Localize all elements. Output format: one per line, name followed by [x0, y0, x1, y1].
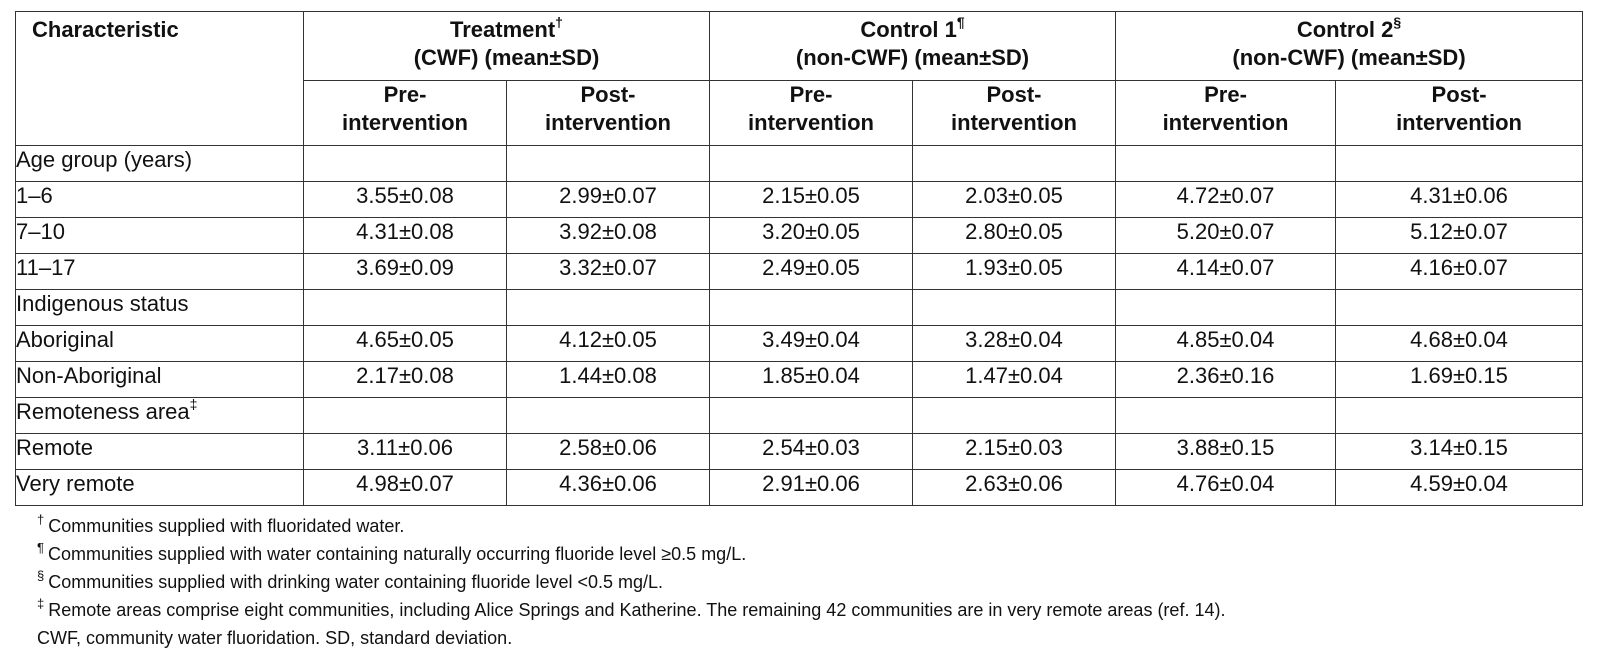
- footnote-text: Communities supplied with fluoridated water.: [48, 516, 405, 536]
- empty-cell: [304, 146, 507, 182]
- value-cell: 5.12±0.07: [1336, 218, 1583, 254]
- header-row-groups: [16, 12, 1583, 81]
- value-cell: 3.55±0.08: [304, 182, 507, 218]
- group-subtitle: (non-CWF) (mean±SD): [795, 45, 1030, 70]
- value-cell: 2.54±0.03: [710, 434, 913, 470]
- value-cell: 3.32±0.07: [507, 254, 710, 290]
- post-intervention-header: Post- intervention: [1336, 81, 1583, 146]
- pre-intervention-header: Pre- intervention: [710, 81, 913, 146]
- empty-cell: [304, 290, 507, 326]
- pre-intervention-header: Pre- intervention: [1116, 81, 1336, 146]
- table-row: [16, 470, 1583, 506]
- row-label: Aboriginal: [16, 326, 304, 362]
- data-table: [15, 11, 1583, 506]
- section-label-text: Indigenous status: [16, 291, 189, 316]
- group-title: Treatment: [450, 17, 556, 42]
- value-cell: 2.91±0.06: [710, 470, 913, 506]
- empty-cell: [913, 398, 1116, 434]
- table-row: [16, 182, 1583, 218]
- value-cell: 4.65±0.05: [304, 326, 507, 362]
- value-cell: 2.99±0.07: [507, 182, 710, 218]
- group-header-control-2: [1116, 12, 1583, 81]
- empty-cell: [1116, 290, 1336, 326]
- group-header-control-1: [710, 12, 1116, 81]
- post-intervention-header: Post- intervention: [507, 81, 710, 146]
- value-cell: 4.12±0.05: [507, 326, 710, 362]
- value-cell: 4.31±0.06: [1336, 182, 1583, 218]
- value-cell: 2.58±0.06: [507, 434, 710, 470]
- value-cell: 3.11±0.06: [304, 434, 507, 470]
- empty-cell: [710, 290, 913, 326]
- footnote-mark: ¶: [956, 13, 965, 30]
- value-cell: 2.36±0.16: [1116, 362, 1336, 398]
- value-cell: 1.85±0.04: [710, 362, 913, 398]
- footnote: [37, 512, 1225, 540]
- value-cell: 2.49±0.05: [710, 254, 913, 290]
- value-cell: 5.20±0.07: [1116, 218, 1336, 254]
- empty-cell: [710, 398, 913, 434]
- value-cell: 3.28±0.04: [913, 326, 1116, 362]
- table-row: [16, 218, 1583, 254]
- empty-cell: [710, 146, 913, 182]
- value-cell: 1.69±0.15: [1336, 362, 1583, 398]
- section-label: [16, 146, 304, 182]
- value-cell: 2.80±0.05: [913, 218, 1116, 254]
- empty-cell: [1116, 146, 1336, 182]
- group-subtitle: (non-CWF) (mean±SD): [1232, 45, 1466, 70]
- section-row: [16, 290, 1583, 326]
- value-cell: 4.14±0.07: [1116, 254, 1336, 290]
- characteristic-header: Characteristic: [16, 12, 304, 146]
- footnote-mark: ¶: [37, 540, 44, 555]
- footnote-mark: †: [37, 512, 45, 527]
- row-label: Remote: [16, 434, 304, 470]
- value-cell: 3.14±0.15: [1336, 434, 1583, 470]
- footnote-mark: ‡: [37, 596, 45, 611]
- row-label: 7–10: [16, 218, 304, 254]
- empty-cell: [913, 290, 1116, 326]
- value-cell: 3.88±0.15: [1116, 434, 1336, 470]
- section-label-text: Remoteness area: [16, 399, 190, 424]
- value-cell: 4.16±0.07: [1336, 254, 1583, 290]
- empty-cell: [507, 290, 710, 326]
- footnote-text: Remote areas comprise eight communities, including Alice Springs and Katherine. The remaining 42 communities are in very remote areas (ref. 14).: [48, 600, 1226, 620]
- empty-cell: [1336, 398, 1583, 434]
- value-cell: 2.15±0.05: [710, 182, 913, 218]
- section-row: [16, 398, 1583, 434]
- value-cell: 4.76±0.04: [1116, 470, 1336, 506]
- value-cell: 2.63±0.06: [913, 470, 1116, 506]
- footnote: [37, 624, 1225, 652]
- row-label: Non-Aboriginal: [16, 362, 304, 398]
- empty-cell: [507, 146, 710, 182]
- pre-intervention-header: Pre- intervention: [304, 81, 507, 146]
- footnote-text: Communities supplied with water containing naturally occurring fluoride level ≥0.5 mg/L.: [47, 544, 747, 564]
- table-row: [16, 362, 1583, 398]
- footnote-mark: ‡: [189, 395, 198, 412]
- footnote: [37, 596, 1225, 624]
- empty-cell: [1336, 290, 1583, 326]
- value-cell: 3.92±0.08: [507, 218, 710, 254]
- table-row: [16, 254, 1583, 290]
- value-cell: 4.72±0.07: [1116, 182, 1336, 218]
- value-cell: 4.36±0.06: [507, 470, 710, 506]
- group-header-treatment: [304, 12, 710, 81]
- footnote-text: CWF, community water fluoridation. SD, standard deviation.: [37, 628, 513, 648]
- section-label: [16, 290, 304, 326]
- empty-cell: [913, 146, 1116, 182]
- empty-cell: [304, 398, 507, 434]
- section-label-text: Age group (years): [16, 147, 193, 172]
- value-cell: 2.03±0.05: [913, 182, 1116, 218]
- row-label: Very remote: [16, 470, 304, 506]
- group-subtitle: (CWF) (mean±SD): [413, 45, 600, 70]
- section-row: [16, 146, 1583, 182]
- value-cell: 3.69±0.09: [304, 254, 507, 290]
- value-cell: 4.68±0.04: [1336, 326, 1583, 362]
- value-cell: 1.44±0.08: [507, 362, 710, 398]
- empty-cell: [1336, 146, 1583, 182]
- empty-cell: [1116, 398, 1336, 434]
- table-row: [16, 326, 1583, 362]
- table-row: [16, 434, 1583, 470]
- footnote-mark: §: [1393, 13, 1402, 30]
- value-cell: 1.93±0.05: [913, 254, 1116, 290]
- footnotes: [37, 512, 1225, 652]
- value-cell: 4.31±0.08: [304, 218, 507, 254]
- row-label: 11–17: [16, 254, 304, 290]
- footnote-mark: §: [37, 568, 45, 583]
- value-cell: 3.20±0.05: [710, 218, 913, 254]
- value-cell: 4.98±0.07: [304, 470, 507, 506]
- group-title: Control 2: [1296, 17, 1394, 42]
- footnote: [37, 568, 1225, 596]
- value-cell: 3.49±0.04: [710, 326, 913, 362]
- footnote-text: Communities supplied with drinking water containing fluoride level <0.5 mg/L.: [48, 572, 664, 592]
- footnote-mark: †: [555, 13, 563, 30]
- value-cell: 4.59±0.04: [1336, 470, 1583, 506]
- value-cell: 2.15±0.03: [913, 434, 1116, 470]
- post-intervention-header: Post- intervention: [913, 81, 1116, 146]
- value-cell: 1.47±0.04: [913, 362, 1116, 398]
- group-title: Control 1: [860, 17, 957, 42]
- section-label: [16, 395, 304, 434]
- table-body: [16, 146, 1583, 506]
- row-label: 1–6: [16, 182, 304, 218]
- footnote: [37, 540, 1225, 568]
- value-cell: 4.85±0.04: [1116, 326, 1336, 362]
- empty-cell: [507, 398, 710, 434]
- value-cell: 2.17±0.08: [304, 362, 507, 398]
